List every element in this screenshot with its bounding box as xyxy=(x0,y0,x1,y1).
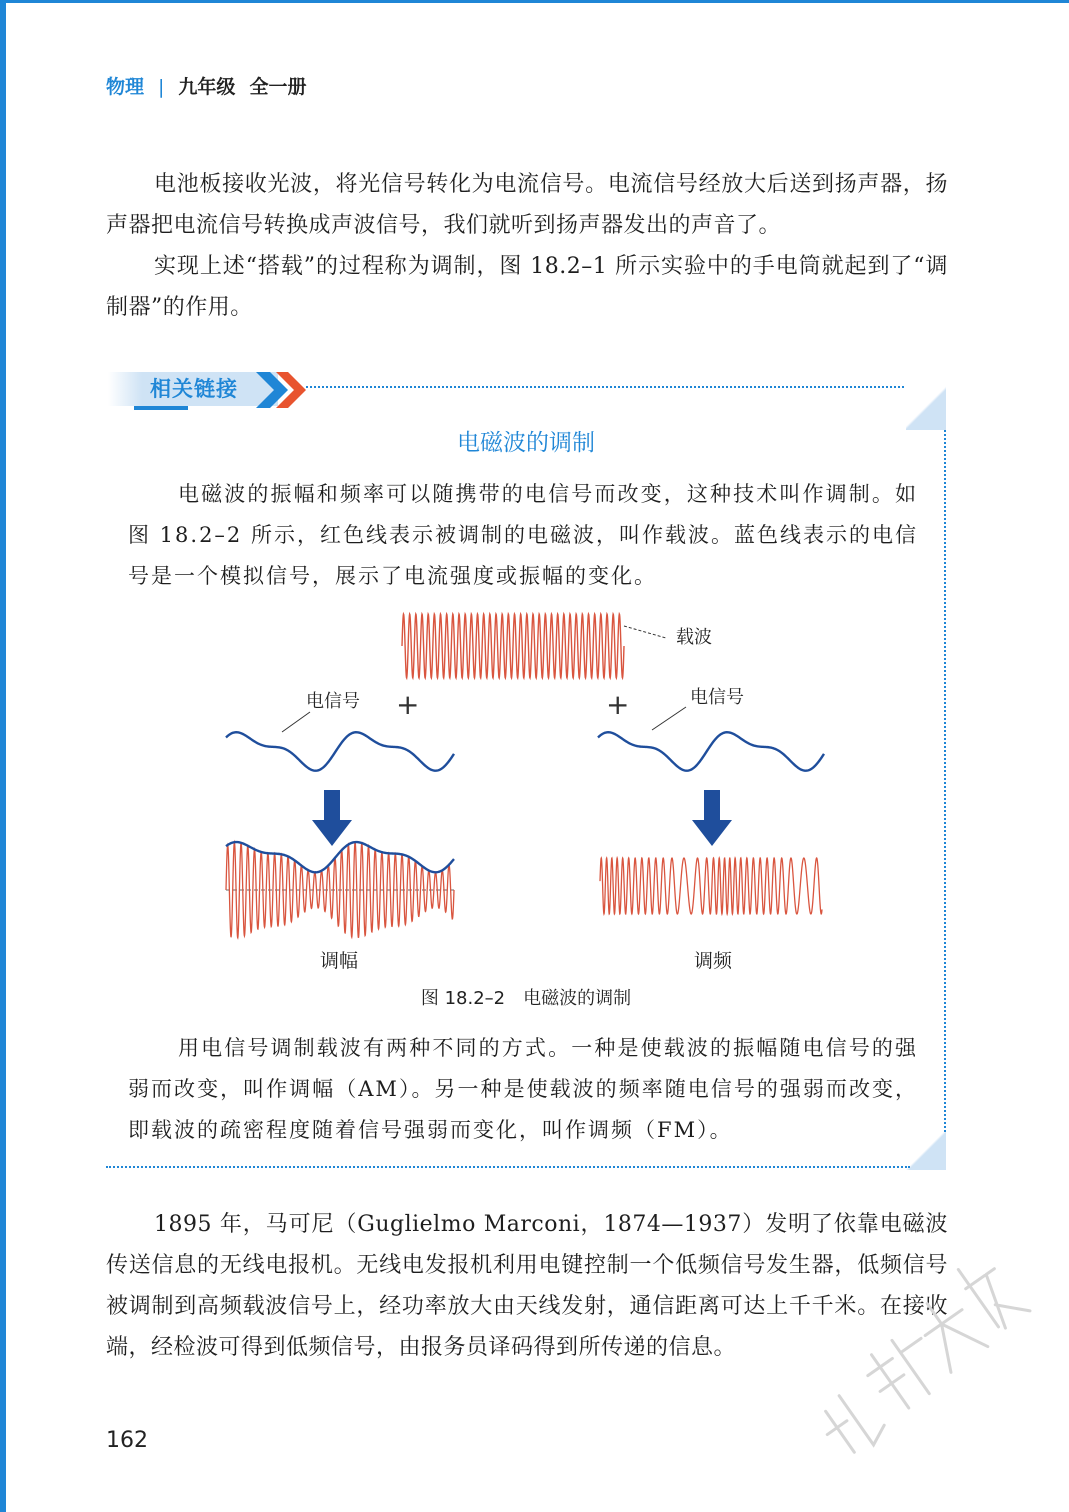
signal-label-right: 电信号 xyxy=(690,687,744,708)
carrier-wave xyxy=(402,614,624,678)
running-head xyxy=(106,72,306,99)
left-edge-stripe xyxy=(0,0,6,1512)
modulation-figure xyxy=(210,600,860,1020)
am-wave xyxy=(226,842,454,938)
signal-wave-right xyxy=(598,732,824,770)
page-number: 162 xyxy=(106,1428,148,1453)
related-link-underline xyxy=(134,406,188,410)
signal-label-left: 电信号 xyxy=(306,691,360,712)
related-link-tab xyxy=(108,366,308,412)
header-volume: 全一册 xyxy=(249,76,307,98)
caption-number: 图 18.2–2 xyxy=(420,988,506,1009)
top-edge-stripe xyxy=(0,0,1069,3)
box-border-right xyxy=(944,430,946,1136)
carrier-label: 载波 xyxy=(676,627,712,648)
signal-leader-right xyxy=(652,707,686,730)
down-arrow-right-icon xyxy=(692,790,732,846)
box-border-top xyxy=(306,386,912,388)
down-arrow-left-icon xyxy=(312,790,352,846)
carrier-leader-line xyxy=(624,626,666,638)
body-paragraph-1: 电池板接收光波，将光信号转化为电流信号。电流信号经放大后送到扬声器，扬声器把电流信号转换成声波信号，我们就听到扬声器发出的声音了。 xyxy=(106,172,948,238)
related-link-label: 相关链接 xyxy=(150,377,238,401)
box-paragraph-1: 电磁波的振幅和频率可以随携带的电信号而改变，这种技术叫作调制。如图 18.2–2 所示，红色线表示被调制的电磁波，叫作载波。蓝色线表示的电信号是一个模拟信号，展示了电流强度或振幅的变化。 xyxy=(128,482,918,588)
header-subject: 物理 xyxy=(106,76,145,98)
figure-caption xyxy=(106,984,946,1010)
publisher-watermark xyxy=(760,1180,1060,1500)
double-chevron-icon xyxy=(256,372,312,408)
box-border-bottom xyxy=(106,1166,910,1168)
body-paragraph-2: 实现上述“搭载”的过程称为调制，图 18.2–1 所示实验中的手电筒就起到了“调制器”的作用。 xyxy=(106,254,948,320)
signal-wave-left xyxy=(226,732,454,770)
plus-sign-left: + xyxy=(396,688,420,721)
header-separator: | xyxy=(158,76,165,98)
fm-wave xyxy=(600,858,822,914)
body-paragraph-3: 1895 年，马可尼（Guglielmo Marconi，1874—1937）发明了依靠电磁波传送信息的无线电报机。无线电发报机利用电键控制一个低频信号发生器，低频信号被调制到高频载波信号上，经功率放大由天线发射，通信距离可达上千千米。在接收端，经检波可得到低频信号，由报务员译码得到所传递的信息。 xyxy=(106,1212,948,1360)
box-paragraph-2: 用电信号调制载波有两种不同的方式。一种是使载波的振幅随电信号的强弱而改变，叫作调幅（AM）。另一种是使载波的频率随电信号的强弱而改变，即载波的疏密程度随着信号强弱而变化，叫作调频（FM）。 xyxy=(128,1036,918,1142)
signal-leader-left xyxy=(282,712,310,732)
box-title: 电磁波的调制 xyxy=(457,430,595,456)
fm-label: 调频 xyxy=(694,950,733,972)
caption-title: 电磁波的调制 xyxy=(523,988,632,1009)
plus-sign-right: + xyxy=(606,688,630,721)
header-grade: 九年级 xyxy=(178,76,236,98)
modulation-diagram xyxy=(210,600,860,980)
am-label: 调幅 xyxy=(320,950,359,972)
